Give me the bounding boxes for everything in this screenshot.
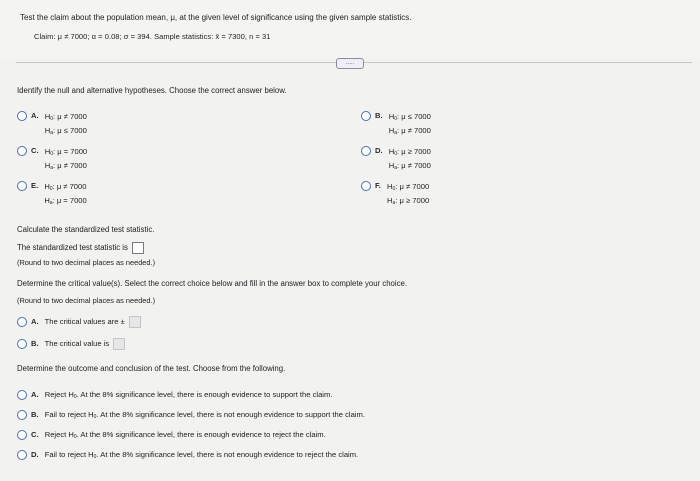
radio-button[interactable] — [17, 390, 27, 400]
part3-prompt: Determine the critical value(s). Select the correct choice below and fill in the answer box to complete your choice. — [17, 279, 408, 288]
alt-hypothesis: $H_a$: μ ≤ 7000 — [44, 126, 87, 136]
radio-button[interactable] — [17, 317, 27, 327]
radio-button[interactable] — [17, 339, 27, 349]
critical-option-text: The critical values are ± — [44, 317, 125, 326]
test-statistic-input[interactable] — [132, 242, 144, 254]
radio-button[interactable] — [17, 181, 27, 191]
conclusion-option-d[interactable] — [17, 450, 358, 460]
rounding-note: (Round to two decimal places as needed.) — [17, 258, 156, 267]
alt-hypothesis: $H_a$: μ ≠ 7000 — [388, 161, 431, 171]
conclusion-text: Fail to reject $H_0$. At the 8% significance level, there is not enough evidence to reject the claim. — [44, 450, 359, 460]
radio-button[interactable] — [17, 146, 27, 156]
radio-button[interactable] — [17, 410, 27, 420]
hypothesis-option-c[interactable] — [17, 146, 87, 174]
critical-option-b[interactable] — [17, 338, 125, 350]
part4-prompt: Determine the outcome and conclusion of the test. Choose from the following. — [17, 364, 286, 373]
option-letter: B. — [31, 339, 39, 348]
hypothesis-option-a[interactable] — [17, 111, 87, 139]
hypothesis-option-b[interactable] — [361, 111, 431, 139]
radio-button[interactable] — [17, 450, 27, 460]
option-letter: C. — [31, 146, 39, 155]
conclusion-text: Fail to reject $H_0$. At the 8% significance level, there is not enough evidence to support the claim. — [44, 410, 365, 420]
rounding-note: (Round to two decimal places as needed.) — [17, 296, 156, 305]
null-hypothesis: $H_0$: μ ≥ 7000 — [388, 147, 431, 157]
conclusion-option-a[interactable] — [17, 390, 332, 400]
option-letter: F. — [375, 181, 381, 190]
critical-option-text: The critical value is — [44, 339, 110, 348]
critical-value-input[interactable] — [113, 338, 125, 350]
null-hypothesis: $H_0$: μ ≠ 7000 — [44, 182, 87, 192]
option-letter: A. — [31, 111, 39, 120]
null-hypothesis: $H_0$: μ ≠ 7000 — [44, 112, 87, 122]
conclusion-text: Reject $H_0$. At the 8% significance level, there is enough evidence to reject the claim. — [44, 430, 326, 440]
test-statistic-label: The standardized test statistic is — [17, 243, 128, 253]
question-title: Test the claim about the population mean, μ, at the given level of significance using the given sample statistics. — [20, 13, 412, 22]
radio-button[interactable] — [17, 430, 27, 440]
radio-button[interactable] — [361, 181, 371, 191]
part1-prompt: Identify the null and alternative hypotheses. Choose the correct answer below. — [17, 86, 287, 95]
hypothesis-option-d[interactable] — [361, 146, 431, 174]
claim-statement: Claim: μ ≠ 7000; α = 0.08; σ = 394. Sample statistics: x̄ = 7300, n = 31 — [34, 32, 271, 41]
option-letter: A. — [31, 317, 39, 326]
radio-button[interactable] — [361, 111, 371, 121]
alt-hypothesis: $H_a$: μ = 7000 — [44, 196, 87, 206]
alt-hypothesis: $H_a$: μ ≠ 7000 — [388, 126, 431, 136]
option-letter: A. — [31, 390, 39, 399]
conclusion-option-c[interactable] — [17, 430, 326, 440]
critical-option-a[interactable] — [17, 316, 141, 328]
hypothesis-option-f[interactable] — [361, 181, 429, 209]
critical-values-input[interactable] — [129, 316, 141, 328]
option-letter: E. — [31, 181, 39, 190]
conclusion-option-b[interactable] — [17, 410, 365, 420]
hypothesis-option-e[interactable] — [17, 181, 87, 209]
option-letter: C. — [31, 430, 39, 439]
test-statistic-line — [17, 242, 144, 254]
expand-more-button[interactable]: ..... — [336, 58, 364, 69]
part2-prompt: Calculate the standardized test statistic. — [17, 225, 155, 234]
alt-hypothesis: $H_a$: μ ≥ 7000 — [387, 196, 430, 206]
option-letter: D. — [375, 146, 383, 155]
null-hypothesis: $H_0$: μ ≤ 7000 — [388, 112, 431, 122]
radio-button[interactable] — [361, 146, 371, 156]
option-letter: B. — [31, 410, 39, 419]
null-hypothesis: $H_0$: μ ≠ 7000 — [387, 182, 430, 192]
question-header — [0, 0, 700, 58]
conclusion-text: Reject $H_0$. At the 8% significance level, there is enough evidence to support the claim. — [44, 390, 333, 400]
option-letter: B. — [375, 111, 383, 120]
null-hypothesis: $H_0$: μ = 7000 — [44, 147, 88, 157]
alt-hypothesis: $H_a$: μ ≠ 7000 — [44, 161, 87, 171]
option-letter: D. — [31, 450, 39, 459]
radio-button[interactable] — [17, 111, 27, 121]
